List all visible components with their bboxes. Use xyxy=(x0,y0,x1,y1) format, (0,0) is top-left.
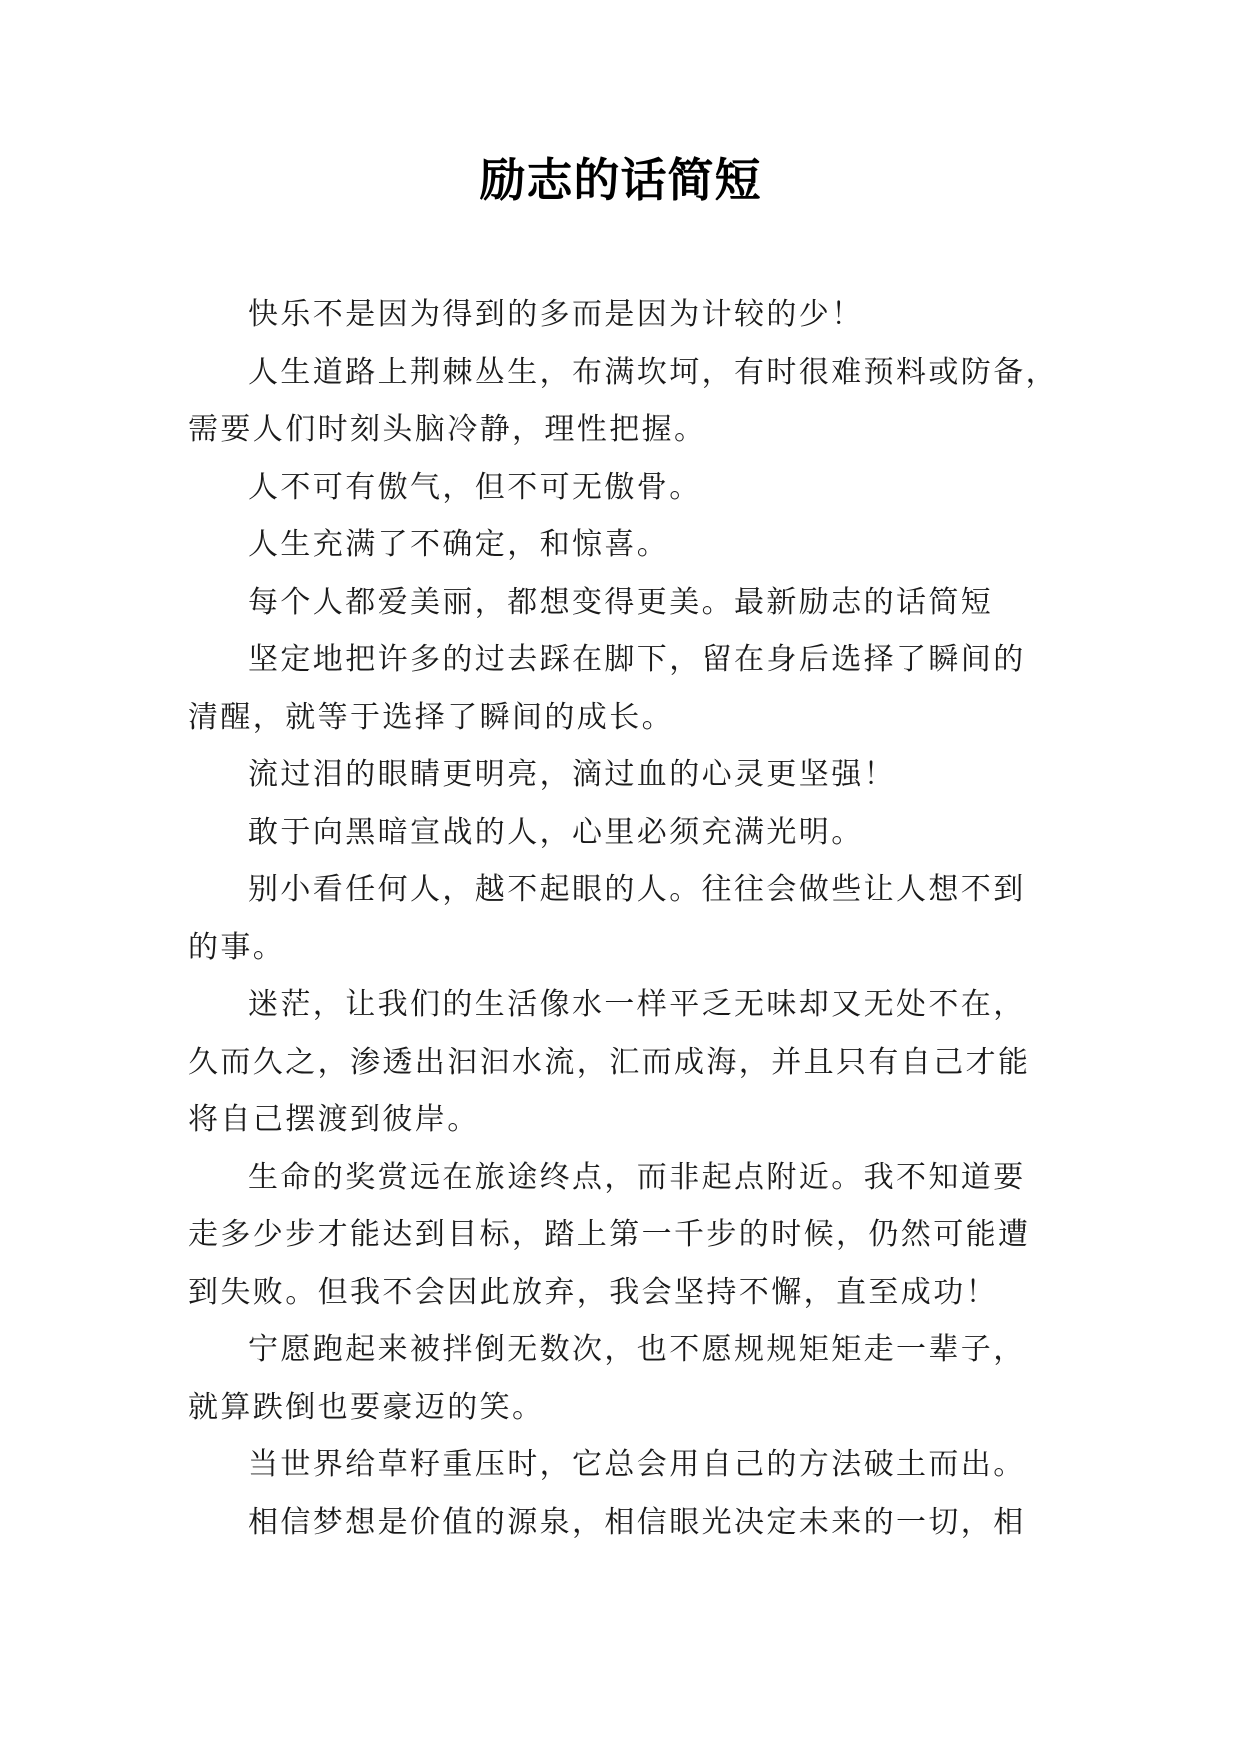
paragraph xyxy=(188,861,1068,976)
text-line: 就算跌倒也要豪迈的笑。 xyxy=(188,1389,545,1425)
text-line: 宁愿跑起来被拌倒无数次，也不愿规规矩矩走一辈子， xyxy=(248,1332,1026,1367)
text-line: 流过泪的眼睛更明亮，滴过血的心灵更坚强！ xyxy=(248,757,896,792)
text-line: 敢于向黑暗宣战的人，心里必须充满光明。 xyxy=(248,814,864,850)
paragraph xyxy=(188,976,1068,1149)
paragraph xyxy=(188,631,1068,746)
paragraph xyxy=(188,746,1068,804)
paragraph xyxy=(188,516,1068,574)
text-line: 需要人们时刻头脑冷静，理性把握。 xyxy=(188,412,707,447)
text-line: 生命的奖赏远在旅途终点，而非起点附近。我不知道要 xyxy=(248,1159,1026,1195)
paragraph xyxy=(188,574,1068,632)
text-line: 快乐不是因为得到的多而是因为计较的少！ xyxy=(248,297,864,332)
paragraph xyxy=(188,1436,1068,1494)
text-line: 人生充满了不确定，和惊喜。 xyxy=(248,527,670,562)
paragraph xyxy=(188,804,1068,862)
text-line: 别小看任何人，越不起眼的人。往往会做些让人想不到 xyxy=(248,872,1026,907)
text-line: 迷茫，让我们的生活像水一样平乏无味却又无处不在， xyxy=(248,987,1026,1022)
document-title: 励志的话简短 xyxy=(479,153,762,207)
text-line: 每个人都爱美丽，都想变得更美。最新励志的话简短 xyxy=(248,584,994,620)
text-line: 清醒，就等于选择了瞬间的成长。 xyxy=(188,699,674,735)
text-line: 到失败。但我不会因此放弃，我会坚持不懈，直至成功！ xyxy=(188,1274,998,1310)
paragraph xyxy=(188,344,1068,459)
paragraph xyxy=(188,1494,1068,1552)
text-line: 当世界给草籽重压时，它总会用自己的方法破土而出。 xyxy=(248,1447,1026,1482)
text-line: 相信梦想是价值的源泉，相信眼光决定未来的一切，相 xyxy=(248,1504,1026,1540)
document-body xyxy=(188,286,1068,1551)
paragraph xyxy=(188,459,1068,517)
text-line: 人不可有傲气，但不可无傲骨。 xyxy=(248,469,702,505)
text-line: 走多少步才能达到目标，踏上第一千步的时候，仍然可能遭 xyxy=(188,1217,1031,1252)
text-line: 坚定地把许多的过去踩在脚下，留在身后选择了瞬间的 xyxy=(248,642,1026,677)
paragraph xyxy=(188,1321,1068,1436)
text-line: 的事。 xyxy=(188,929,286,965)
paragraph xyxy=(188,286,1068,344)
paragraph xyxy=(188,1149,1068,1322)
text-line: 将自己摆渡到彼岸。 xyxy=(188,1102,480,1137)
text-line: 久而久之，渗透出汩汩水流，汇而成海，并且只有自己才能 xyxy=(188,1044,1031,1080)
text-line: 人生道路上荆棘丛生，布满坎坷，有时很难预料或防备， xyxy=(248,354,1058,390)
